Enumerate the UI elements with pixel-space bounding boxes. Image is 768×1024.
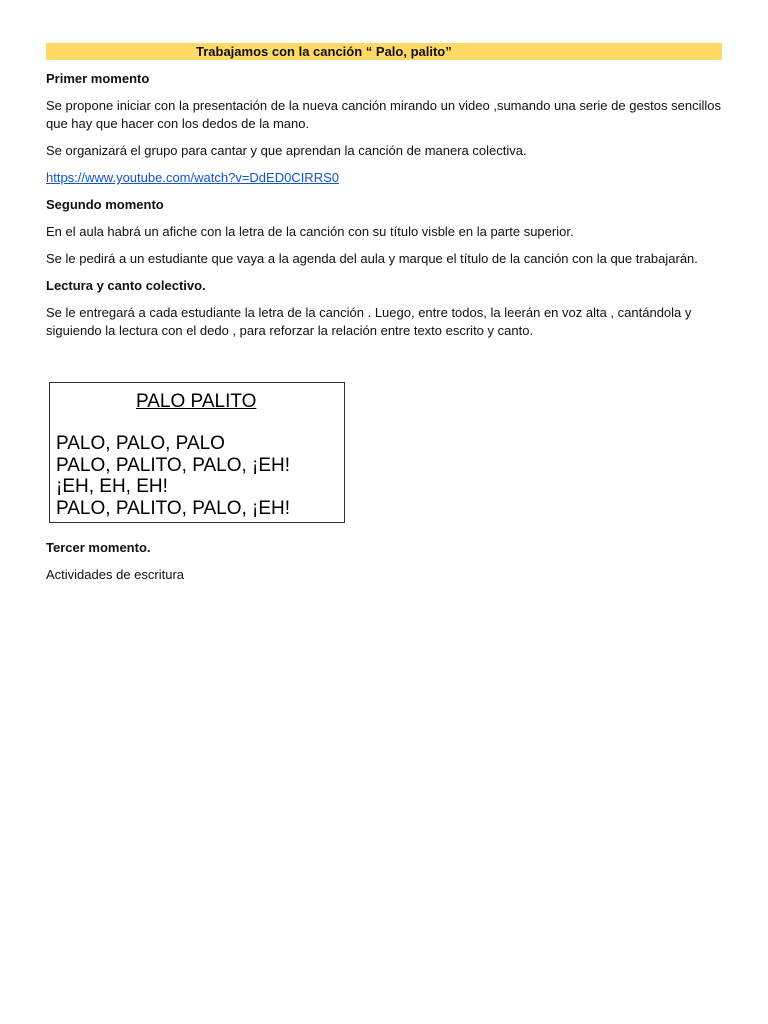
paragraph: En el aula habrá un afiche con la letra de la canción con su título visble en la parte superior. xyxy=(46,224,574,239)
section-heading: Tercer momento. xyxy=(46,540,151,555)
section-primer-momento xyxy=(46,70,722,196)
section-tercer-momento xyxy=(46,539,722,593)
section-lectura-canto xyxy=(46,277,722,340)
song-line: PALO, PALO, PALO xyxy=(56,433,225,454)
song-line: PALO, PALITO, PALO, ¡EH! xyxy=(56,454,291,476)
section-heading: Segundo momento xyxy=(46,197,164,212)
song-title: PALO PALITO xyxy=(136,391,257,412)
song-lyrics-box xyxy=(49,382,345,523)
document-title: Trabajamos con la canción “ Palo, palito” xyxy=(46,43,722,60)
paragraph: Se propone iniciar con la presentación de la nueva canción mirando un video ,sumando una serie de gestos sencillos que hay que hacer con los dedos de la mano. xyxy=(46,98,721,131)
paragraph: Se le pedirá a un estudiante que vaya a la agenda del aula y marque el título de la canción con la que trabajarán. xyxy=(46,251,698,266)
song-line: ¡EH, EH, EH! xyxy=(56,476,168,497)
paragraph: Actividades de escritura xyxy=(46,567,185,582)
section-heading: Lectura y canto colectivo. xyxy=(46,278,206,293)
paragraph: Se organizará el grupo para cantar y que aprendan la canción de manera colectiva. xyxy=(46,143,527,158)
paragraph: Se le entregará a cada estudiante la letra de la canción . Luego, entre todos, la leerán en voz alta , cantándola y siguiendo la lectura con el dedo , para reforzar la relación entre texto escrito y canto. xyxy=(46,305,692,338)
document-body xyxy=(46,43,722,349)
song-lines xyxy=(50,433,344,519)
section-heading: Primer momento xyxy=(46,71,150,86)
video-link[interactable]: https://www.youtube.com/watch?v=DdED0CIRRS0 xyxy=(46,170,339,185)
section-segundo-momento xyxy=(46,196,722,268)
song-line: PALO, PALITO, PALO, ¡EH! xyxy=(56,497,291,519)
